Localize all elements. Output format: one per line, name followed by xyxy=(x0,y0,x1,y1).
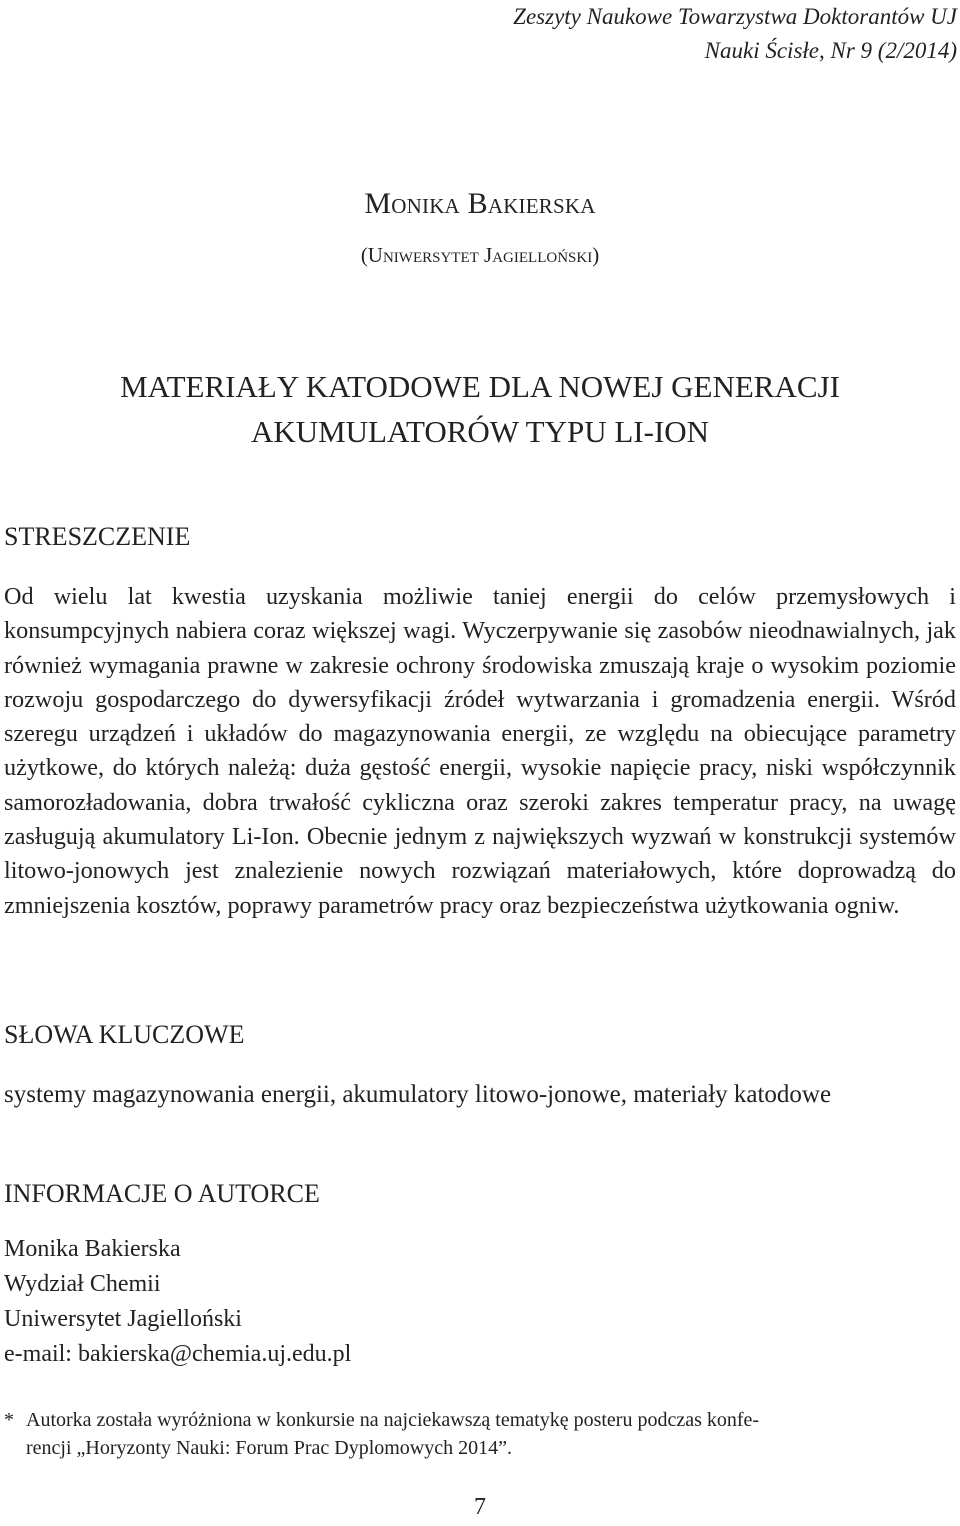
keywords-text: systemy magazynowania energii, akumulatory litowo-jonowe, materiały katodowe xyxy=(4,1081,832,1108)
keywords-heading: SŁOWA KLUCZOWE xyxy=(4,1020,245,1049)
author-info-email: e-mail: bakierska@chemia.uj.edu.pl xyxy=(4,1341,352,1367)
article-title xyxy=(0,364,960,454)
title-line-2: AKUMULATORÓW TYPU LI-ION xyxy=(250,414,710,449)
author-name: Monika Bakierska xyxy=(364,187,596,220)
abstract-text: Od wielu lat kwestia uzyskania możliwie taniej energii do celów przemysłowych i konsumpcyjnych nabiera coraz większej wagi. Wyczerpywanie się zasobów nieodnawialnych, jak również wymagania prawne w zakresie ochrony środowiska zmuszają kraje o wysokim poziomie rozwoju gospodarczego do dywersyfikacji źródeł wytwarzania i gromadzenia energii. Wśród szeregu urządzeń i układów do magazynowania energii, ze względu na obiecujące parametry użytkowe, do których należą: duża gęstość energii, wysokie napięcie pracy, niski współczynnik samorozładowania, dobra trwałość cykliczna oraz szeroki zakres temperatur pracy, na uwagę zasługują akumulatory Li-Ion. Obecnie jednym z największych wyzwań w konstrukcji systemów litowo-jonowych jest znalezienie nowych rozwiązań materiałowych, które doprowadzą do zmniejszenia kosztów, poprawy parametrów pracy oraz bezpieczeństwa użytkowania ogniw. xyxy=(4,583,956,919)
journal-issue: Nauki Ścisłe, Nr 9 (2/2014) xyxy=(704,38,957,63)
page-number: 7 xyxy=(474,1494,486,1520)
journal-name: Zeszyty Naukowe Towarzystwa Doktorantów UJ xyxy=(513,4,957,29)
author-info-department: Wydział Chemii xyxy=(4,1271,161,1297)
author-info-university: Uniwersytet Jagielloński xyxy=(4,1306,242,1332)
footnote-line-1: Autorka została wyróżniona w konkursie na najciekawszą tematykę posteru podczas konfe- xyxy=(26,1409,760,1431)
footnote xyxy=(4,1406,956,1462)
footnote-line-2: rencji „Horyzonty Nauki: Forum Prac Dyplomowych 2014”. xyxy=(26,1437,513,1459)
title-line-1: MATERIAŁY KATODOWE DLA NOWEJ GENERACJI xyxy=(120,369,840,404)
author-info-heading: INFORMACJE O AUTORCE xyxy=(4,1179,320,1208)
footnote-marker: * xyxy=(4,1409,14,1431)
author-info-name: Monika Bakierska xyxy=(4,1236,181,1262)
abstract-heading: STRESZCZENIE xyxy=(4,522,191,551)
journal-header xyxy=(513,0,957,68)
author-affiliation: (Uniwersytet Jagielloński) xyxy=(360,243,600,267)
